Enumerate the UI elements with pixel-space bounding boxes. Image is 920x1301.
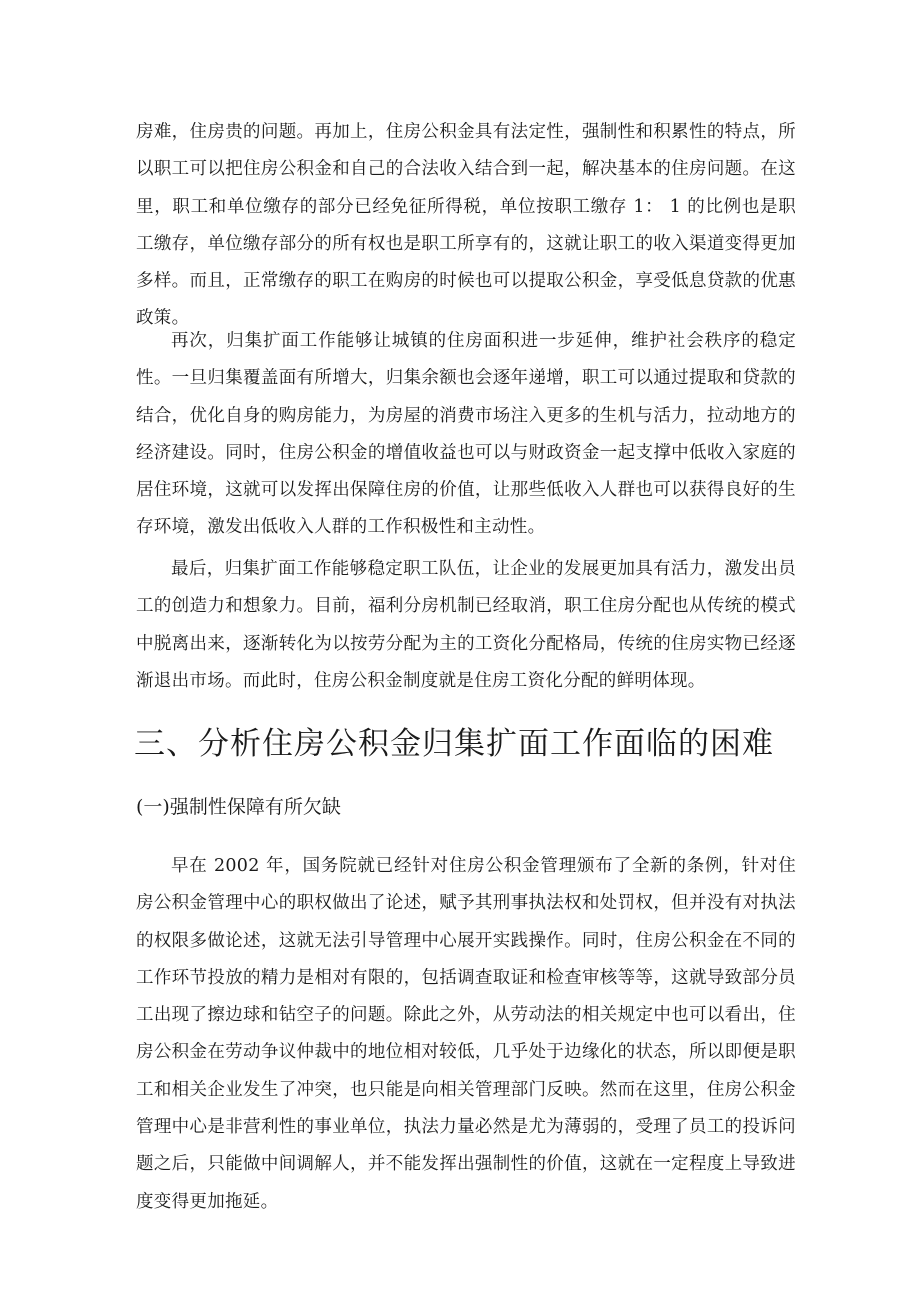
paragraph-continued: 房难，住房贵的问题。再加上，住房公积金具有法定性，强制性和积累性的特点，所以职工可以把住房公积金和自己的合法收入结合到一起，解决基本的住房问题。在这里，职工和单位缴存的部分已经免征所得税，单位按职工缴存 1： 1 的比例也是职工缴存，单位缴存部分的所有权也是职工所享有的，这就让职工的收入渠道变得更加多样。而且，正常缴存的职工在购房的时候也可以提取公积金，享受低息贷款的优惠政策。 [136,122,796,329]
section-heading: 三、分析住房公积金归集扩面工作面临的困难 [134,726,774,762]
subsection-heading: (一)强制性保障有所欠缺 [136,796,341,818]
paragraph-again: 再次，归集扩面工作能够让城镇的住房面积进一步延伸，维护社会秩序的稳定性。一旦归集覆盖面有所增大，归集余额也会逐年递增，职工可以通过提取和贷款的结合，优化自身的购房能力，为房屋的消费市场注入更多的生机与活力，拉动地方的经济建设。同时，住房公积金的增值收益也可以与财政资金一起支撑中低收入家庭的居住环境，这就可以发挥出保障住房的价值，让那些低收入人群也可以获得良好的生存环境，激发出低收入人群的工作积极性和主动性。 [136,331,796,538]
paragraph-regulation: 早在 2002 年，国务院就已经针对住房公积金管理颁布了全新的条例，针对住房公积金管理中心的职权做出了论述，赋予其刑事执法权和处罚权，但并没有对执法的权限多做论述，这就无法引导管理中心展开实践操作。同时，住房公积金在不同的工作环节投放的精力是相对有限的，包括调查取证和检查审核等等，这就导致部分员工出现了擦边球和钻空子的问题。除此之外，从劳动法的相关规定中也可以看出，住房公积金在劳动争议仲裁中的地位相对较低，几乎处于边缘化的状态，所以即便是职工和相关企业发生了冲突，也只能是向相关管理部门反映。然而在这里，住房公积金管理中心是非营利性的事业单位，执法力量必然是尤为薄弱的，受理了员工的投诉问题之后，只能做中间调解人，并不能发挥出强制性的价值，这就在一定程度上导致进度变得更加拖延。 [136,856,796,1212]
paragraph-finally: 最后，归集扩面工作能够稳定职工队伍，让企业的发展更加具有活力，激发出员工的创造力和想象力。目前，福利分房机制已经取消，职工住房分配也从传统的模式中脱离出来，逐渐转化为以按劳分配为主的工资化分配格局，传统的住房实物已经逐渐退出市场。而此时，住房公积金制度就是住房工资化分配的鲜明体现。 [136,559,796,691]
